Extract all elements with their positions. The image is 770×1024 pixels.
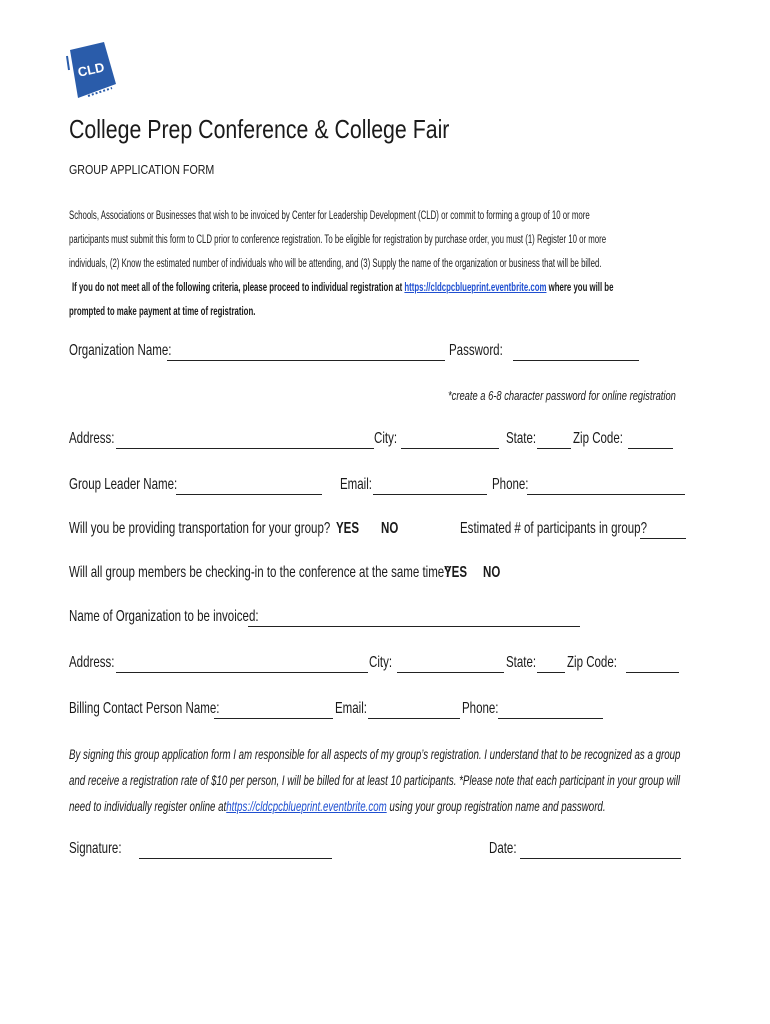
checkin-yes[interactable]: YES <box>444 564 468 581</box>
agreement-link[interactable]: https://cldcpcblueprint.eventbrite.com <box>226 799 387 814</box>
phone-field[interactable] <box>527 494 685 495</box>
billing-city-field[interactable] <box>397 672 504 673</box>
password-field[interactable] <box>513 360 639 361</box>
logo-text: CLD <box>76 59 106 80</box>
billing-city-label: City: <box>369 654 393 671</box>
billing-state-label: State: <box>506 654 537 671</box>
agreement-line-3b: using your group registration name and password. <box>386 799 606 814</box>
zip-label: Zip Code: <box>573 430 623 447</box>
transport-question: Will you be providing transportation for your group? <box>69 520 331 537</box>
intro-bold-line <box>72 276 613 300</box>
invoice-org-label: Name of Organization to be invoiced: <box>69 608 259 625</box>
eventbrite-link[interactable]: https://cldcpcblueprint.eventbrite.com <box>404 282 547 294</box>
signature-field[interactable] <box>139 858 332 859</box>
agreement-line-3a: need to individually register online at <box>69 799 227 814</box>
address-label: Address: <box>69 430 115 447</box>
billing-phone-label: Phone: <box>462 700 499 717</box>
checkin-question: Will all group members be checking-in to the conference at the same time? <box>69 564 451 581</box>
password-label: Password: <box>449 342 503 359</box>
cld-logo <box>66 40 122 100</box>
agreement-line-3 <box>69 794 606 820</box>
org-name-field[interactable] <box>167 360 445 361</box>
intro-line-2: participants must submit this form to CLD prior to conference registration. To be eligible for registration by purchase order, you must (1) Register 10 or more <box>69 234 607 246</box>
page-subtitle: GROUP APPLICATION FORM <box>69 162 215 177</box>
signature-label: Signature: <box>69 840 122 857</box>
group-leader-label: Group Leader Name: <box>69 476 178 493</box>
billing-phone-field[interactable] <box>498 718 603 719</box>
billing-address-field[interactable] <box>116 672 368 673</box>
participants-field[interactable] <box>640 538 686 539</box>
email-field[interactable] <box>373 494 487 495</box>
billing-contact-label: Billing Contact Person Name: <box>69 700 220 717</box>
password-note: *create a 6-8 character password for online registration <box>448 388 676 403</box>
billing-zip-label: Zip Code: <box>567 654 617 671</box>
billing-state-field[interactable] <box>537 672 565 673</box>
org-name-label: Organization Name: <box>69 342 172 359</box>
billing-contact-field[interactable] <box>214 718 333 719</box>
date-field[interactable] <box>520 858 681 859</box>
transport-yes[interactable]: YES <box>336 520 360 537</box>
participants-question: Estimated # of participants in group? <box>460 520 647 537</box>
billing-email-label: Email: <box>335 700 368 717</box>
state-label: State: <box>506 430 537 447</box>
address-field[interactable] <box>116 448 374 449</box>
group-leader-field[interactable] <box>176 494 322 495</box>
intro-bold-c: prompted to make payment at time of registration. <box>69 306 256 318</box>
intro-line-1: Schools, Associations or Businesses that wish to be invoiced by Center for Leadership Development (CLD) or commit to forming a group of 10 or more <box>69 210 590 222</box>
transport-no[interactable]: NO <box>381 520 399 537</box>
city-label: City: <box>374 430 398 447</box>
state-field[interactable] <box>537 448 571 449</box>
billing-email-field[interactable] <box>368 718 460 719</box>
date-label: Date: <box>489 840 517 857</box>
invoice-org-field[interactable] <box>248 626 580 627</box>
intro-line-3: individuals, (2) Know the estimated number of individuals who will be attending, and (3) Supply the name of the organization or business that will be billed. <box>69 258 602 270</box>
zip-field[interactable] <box>628 448 673 449</box>
city-field[interactable] <box>401 448 499 449</box>
checkin-no[interactable]: NO <box>483 564 501 581</box>
email-label: Email: <box>340 476 373 493</box>
page-title: College Prep Conference & College Fair <box>69 114 450 144</box>
agreement-line-1: By signing this group application form I am responsible for all aspects of my group’s registration. I understand that to be recognized as a group <box>69 747 681 762</box>
intro-bold-a: If you do not meet all of the following criteria, please proceed to individual registration at <box>72 282 403 294</box>
billing-address-label: Address: <box>69 654 115 671</box>
agreement-line-2: and receive a registration rate of $10 per person, I will be billed for at least 10 participants. *Please note that each participant in your group will <box>69 773 681 788</box>
phone-label: Phone: <box>492 476 529 493</box>
billing-zip-field[interactable] <box>626 672 679 673</box>
intro-bold-b: where you will be <box>548 282 614 294</box>
